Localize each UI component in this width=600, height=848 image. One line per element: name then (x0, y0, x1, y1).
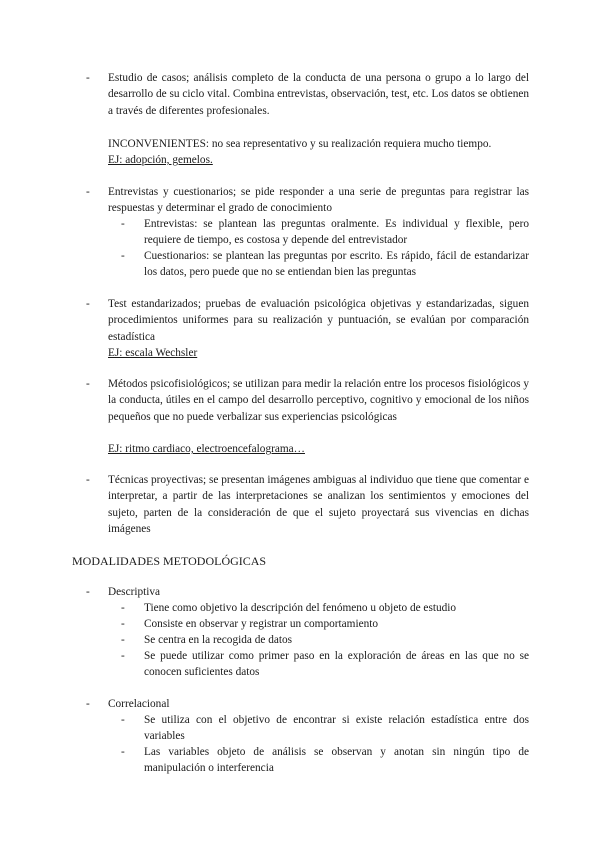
item-text: Estudio de casos; análisis completo de la conducta de una persona o grupo a lo largo del desarrollo de su ciclo vital. Combina entrevistas, observación, test, etc. Los datos se obtienen a través de diferentes profesionales. (108, 72, 530, 117)
sub-item-text: Consiste en observar y registrar un comportamiento (144, 618, 379, 630)
sub-item-text: Cuestionarios: se plantean las preguntas por escrito. Es rápido, fácil de estandarizar los datos, pero puede que no se entiendan bien las preguntas (144, 250, 529, 279)
sub-item (121, 648, 529, 681)
bullet-dash: - (86, 698, 90, 710)
sub-item (121, 600, 529, 616)
item-label: Correlacional (108, 698, 170, 710)
bullet-dash: - (121, 746, 125, 758)
bullet-dash: - (86, 298, 90, 310)
sub-item-text: Tiene como objetivo la descripción del fenómeno u objeto de estudio (144, 602, 457, 614)
item-text: Test estandarizados; pruebas de evaluación psicológica objetivas y estandarizadas, siguen procedimientos uniformes para su realización y puntuación, se evalúan por comparación estadística (108, 298, 529, 343)
item-text: Entrevistas y cuestionarios; se pide responder a una serie de preguntas para registrar las respuestas y determinar el grado de conocimiento (108, 186, 529, 215)
inconvenientes-text: INCONVENIENTES: no sea representativo y su realización requiera mucho tiempo. (108, 138, 492, 150)
bullet-dash: - (86, 186, 90, 198)
bullet-dash: - (121, 618, 125, 630)
bullet-dash: - (121, 218, 125, 230)
sub-item (121, 632, 529, 648)
list-item-test-estandarizados (86, 296, 529, 345)
sub-item-entrevistas (121, 216, 529, 249)
sub-item (121, 744, 529, 777)
item-label: Descriptiva (108, 586, 161, 598)
bullet-dash: - (121, 250, 125, 262)
sub-item (121, 712, 529, 745)
bullet-dash: - (86, 586, 90, 598)
list-item-correlacional (86, 696, 529, 712)
sub-item-cuestionarios (121, 248, 529, 281)
section-heading: MODALIDADES METODOLÓGICAS (72, 554, 267, 568)
sub-item-text: Se puede utilizar como primer paso en la exploración de áreas en las que no se conocen suficientes datos (144, 650, 529, 679)
bullet-dash: - (121, 714, 125, 726)
bullet-dash: - (121, 650, 125, 662)
sub-item-text: Se centra en la recogida de datos (144, 634, 293, 646)
list-item-entrevistas (86, 184, 529, 217)
example-text: EJ: escala Wechsler (108, 347, 198, 359)
bullet-dash: - (86, 474, 90, 486)
list-item-descriptiva (86, 584, 529, 600)
example-text: EJ: adopción, gemelos. (108, 154, 213, 166)
bullet-dash: - (86, 378, 90, 390)
sub-item (121, 616, 529, 632)
list-item-metodos-psicofisiologicos (86, 376, 529, 425)
example-text: EJ: ritmo cardiaco, electroencefalograma… (108, 443, 305, 455)
bullet-dash: - (86, 72, 90, 84)
item-text: Técnicas proyectivas; se presentan imágenes ambiguas al individuo que tiene que comentar e interpretar, a partir de las interpretaciones se analizan los sentimientos y emociones del sujeto, parten de la consideración de que el sujeto proyectará sus vivencias en dichas imágenes (108, 474, 529, 536)
bullet-dash: - (121, 602, 125, 614)
list-item-estudio-casos (86, 70, 529, 119)
sub-item-text: Entrevistas: se plantean las preguntas oralmente. Es individual y flexible, pero requiere de tiempo, es costosa y depende del entrevistador (144, 218, 529, 247)
item-text: Métodos psicofisiológicos; se utilizan para medir la relación entre los procesos fisiológicos y la conducta, útiles en el campo del desarrollo perceptivo, cognitivo y emocional de los niños pequeños que no puede verbalizar sus experiencias psicológicas (108, 378, 529, 423)
bullet-dash: - (121, 634, 125, 646)
sub-item-text: Las variables objeto de análisis se observan y anotan sin ningún tipo de manipulación o interferencia (144, 746, 529, 775)
sub-item-text: Se utiliza con el objetivo de encontrar si existe relación estadística entre dos variables (144, 714, 529, 743)
list-item-tecnicas-proyectivas (86, 472, 529, 538)
